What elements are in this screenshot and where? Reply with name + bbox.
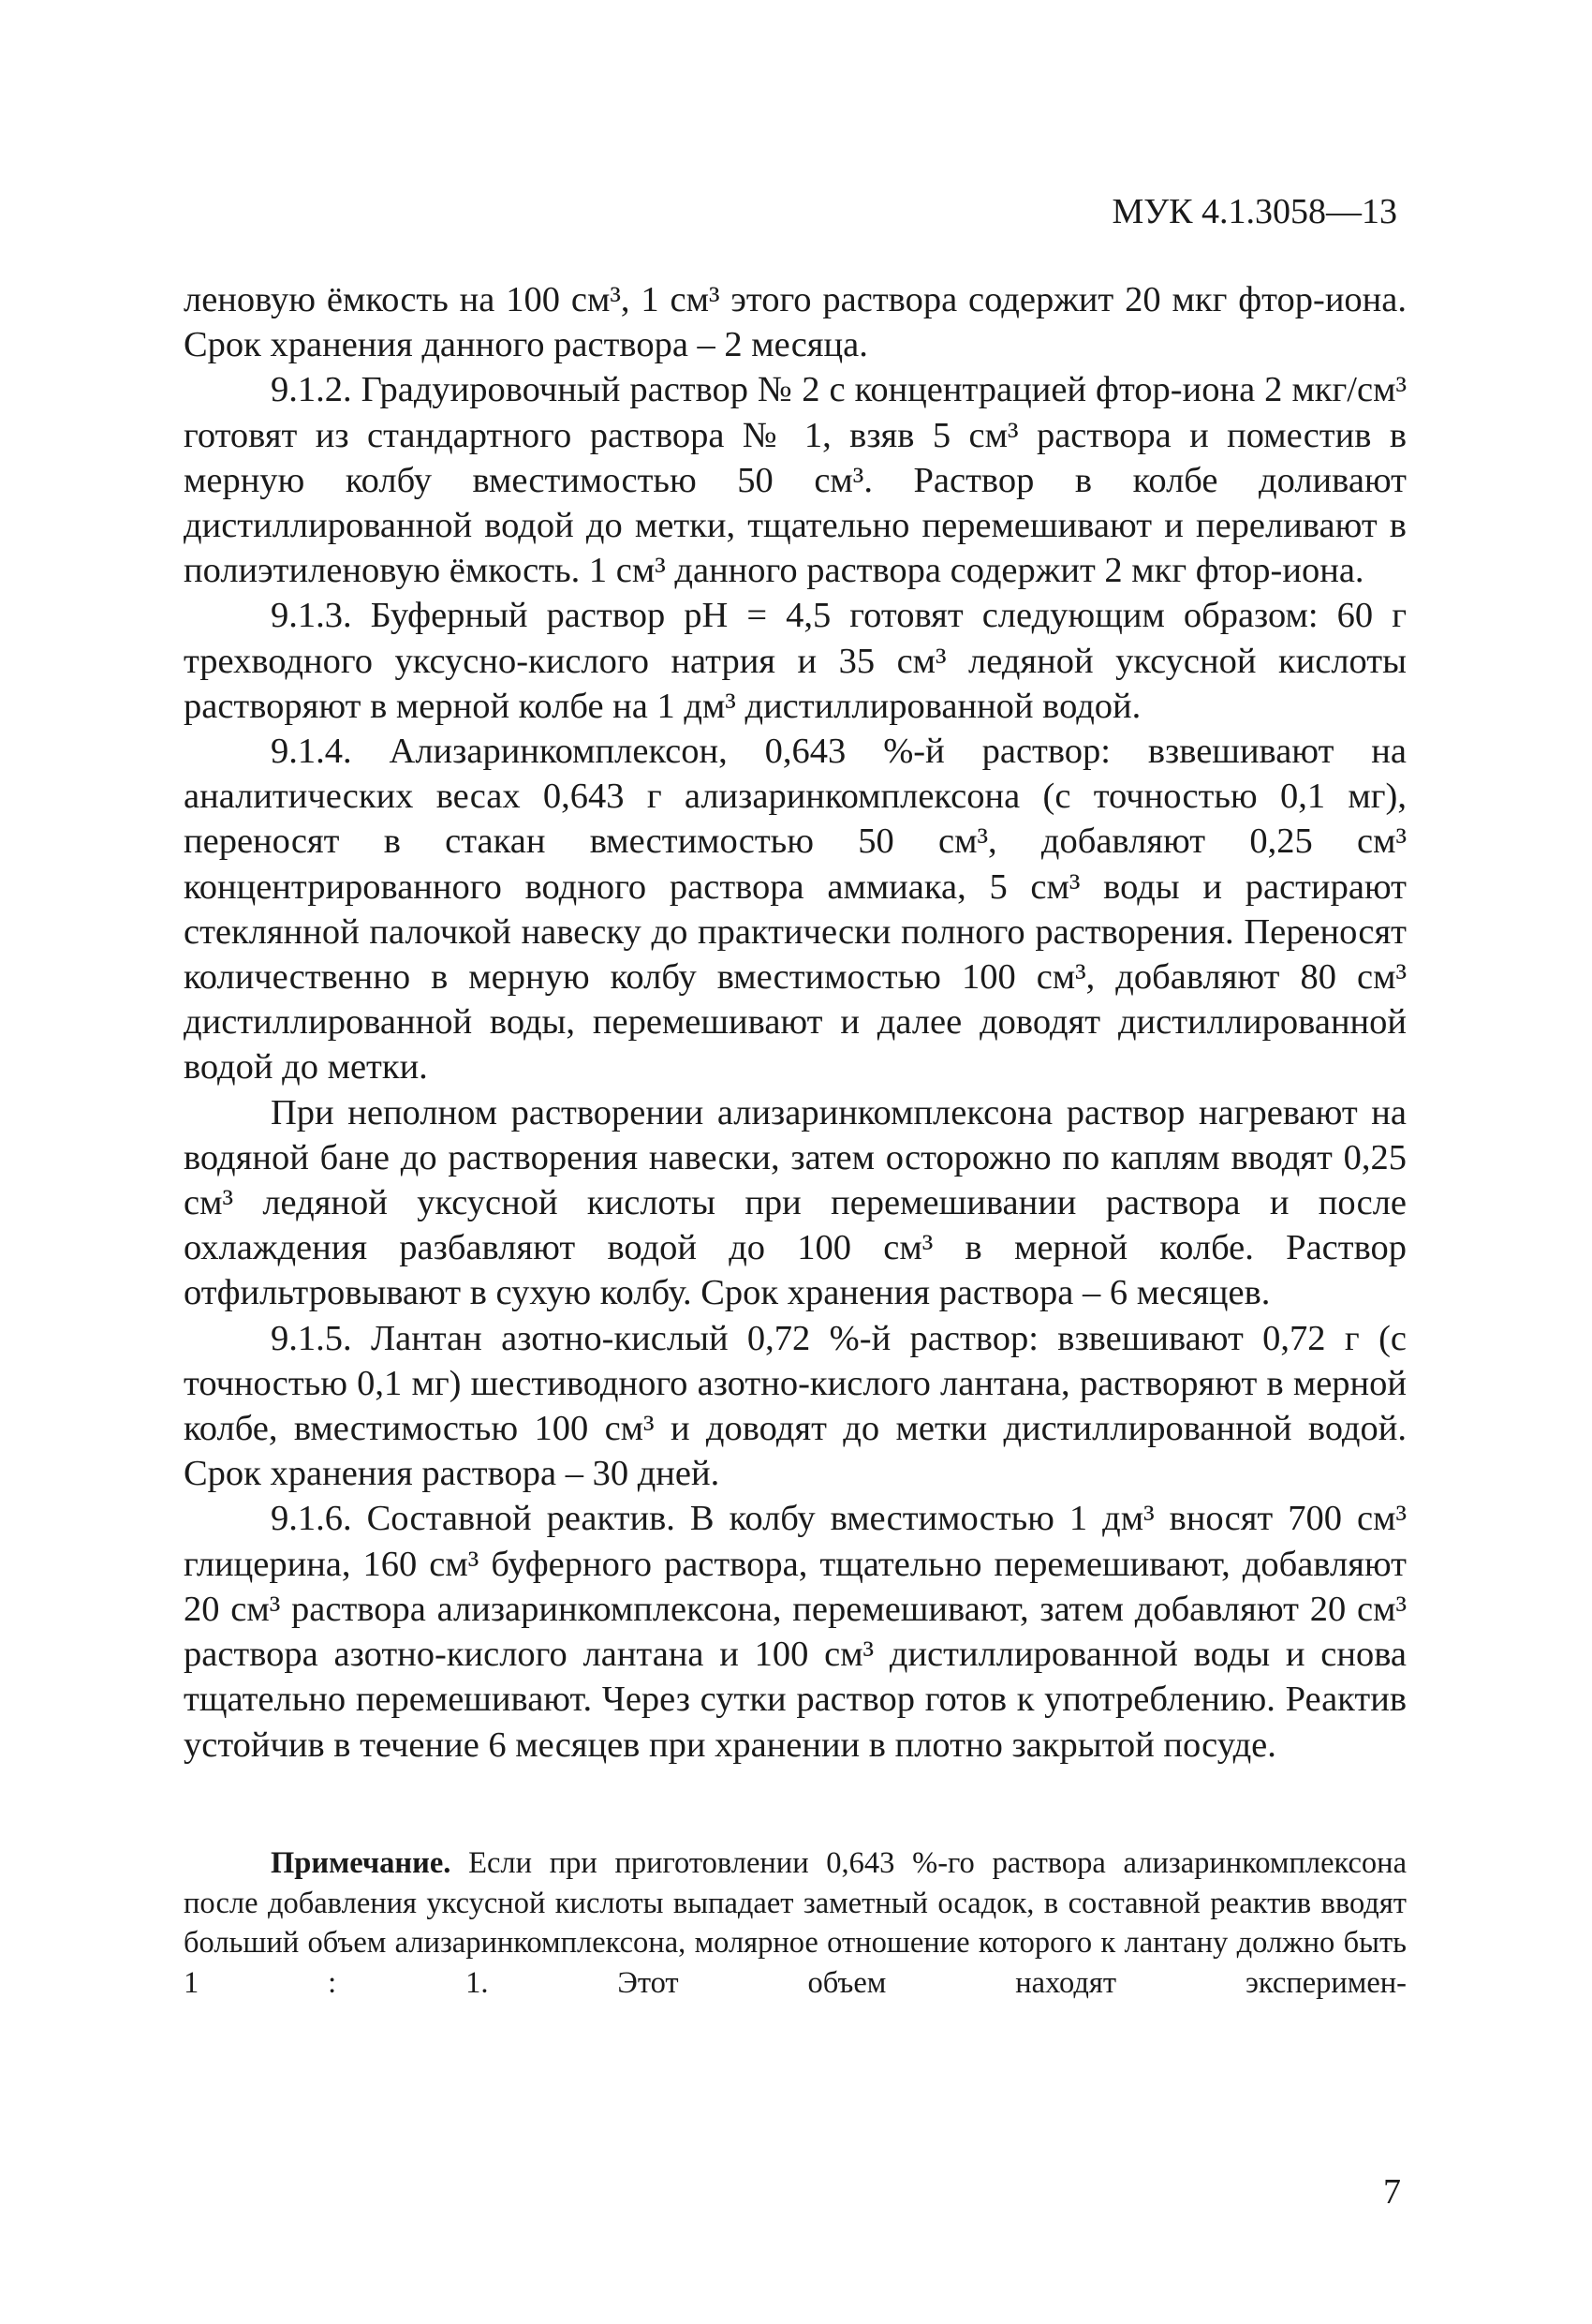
paragraph-9-1-4: 9.1.4. Ализаринкомплексон, 0,643 %-й раствор: взвешивают на аналитических весах 0,643 г ализаринкомплексона (с точностью 0,1 мг), переносят в стакан вместимостью 50 см³, добавляют 0,25 см³ концентрированного водного раствора аммиака, 5 см³ воды и растирают стеклянной палочкой навеску до практически полного растворения. Переносят количественно в мерную колбу вместимостью 100 см³, добавляют 80 см³ дистиллированной воды, перемешивают и далее доводят дистиллированной водой до метки. bbox=[184, 732, 1407, 1088]
paragraph-continuation: леновую ёмкость на 100 см³, 1 см³ этого раствора содержит 20 мкг фтор-иона. Срок хранения данного раствора – 2 месяца. bbox=[184, 280, 1407, 365]
body-text bbox=[184, 277, 1407, 1773]
page-number: 7 bbox=[1383, 2172, 1401, 2212]
note-paragraph bbox=[184, 1843, 1407, 2003]
paragraph-9-1-2: 9.1.2. Градуировочный раствор № 2 с концентрацией фтор-иона 2 мкг/см³ готовят из стандартного раствора № 1, взяв 5 см³ раствора и поместив в мерную колбу вместимостью 50 см³. Раствор в колбе доливают дистиллированной водой до метки, тщательно перемешивают и переливают в полиэтиленовую ёмкость. 1 см³ данного раствора содержит 2 мкг фтор-иона. bbox=[184, 370, 1407, 591]
note-label: Примечание. bbox=[271, 1846, 451, 1880]
paragraph-9-1-6: 9.1.6. Составной реактив. В колбу вместимостью 1 дм³ вносят 700 см³ глицерина, 160 см³ буферного раствора, тщательно перемешивают, добавляют 20 см³ раствора ализаринкомплексона, перемешивают, затем добавляют 20 см³ раствора азотно-кислого лантана и 100 см³ дистиллированной воды и снова тщательно перемешивают. Через сутки раствор готов к употреблению. Реактив устойчив в течение 6 месяцев при хранении в плотно закрытой посуде. bbox=[184, 1499, 1407, 1765]
document-code-header: МУК 4.1.3058—13 bbox=[1112, 192, 1397, 231]
paragraph-9-1-3: 9.1.3. Буферный раствор pH = 4,5 готовят следующим образом: 60 г трехводного уксусно-кислого натрия и 35 см³ ледяной уксусной кислоты растворяют в мерной колбе на 1 дм³ дистиллированной водой. bbox=[184, 596, 1407, 726]
paragraph-9-1-5: 9.1.5. Лантан азотно-кислый 0,72 %-й раствор: взвешивают 0,72 г (с точностью 0,1 мг) шестиводного азотно-кислого лантана, растворяют в мерной колбе, вместимостью 100 см³ и доводят до метки дистиллированной водой. Срок хранения раствора – 30 дней. bbox=[184, 1318, 1407, 1494]
note-text: Если при приготовлении 0,643 %-го раствора ализаринкомплексона после добавления уксусной кислоты выпадает заметный осадок, в составной реактив вводят больший объем ализаринкомплексона, молярное отношение которого к лантану должно быть 1 : 1. Этот объем находят эксперимен- bbox=[184, 1846, 1408, 2000]
note-block bbox=[184, 1843, 1407, 2003]
paragraph-incomplete-dissolution: При неполном растворении ализаринкомплексона раствор нагревают на водяной бане до растворения навески, затем осторожно по каплям вводят 0,25 см³ ледяной уксусной кислоты при перемешивании раствора и после охлаждения разбавляют водой до 100 см³ в мерной колбе. Раствор отфильтровывают в сухую колбу. Срок хранения раствора – 6 месяцев. bbox=[184, 1092, 1407, 1313]
